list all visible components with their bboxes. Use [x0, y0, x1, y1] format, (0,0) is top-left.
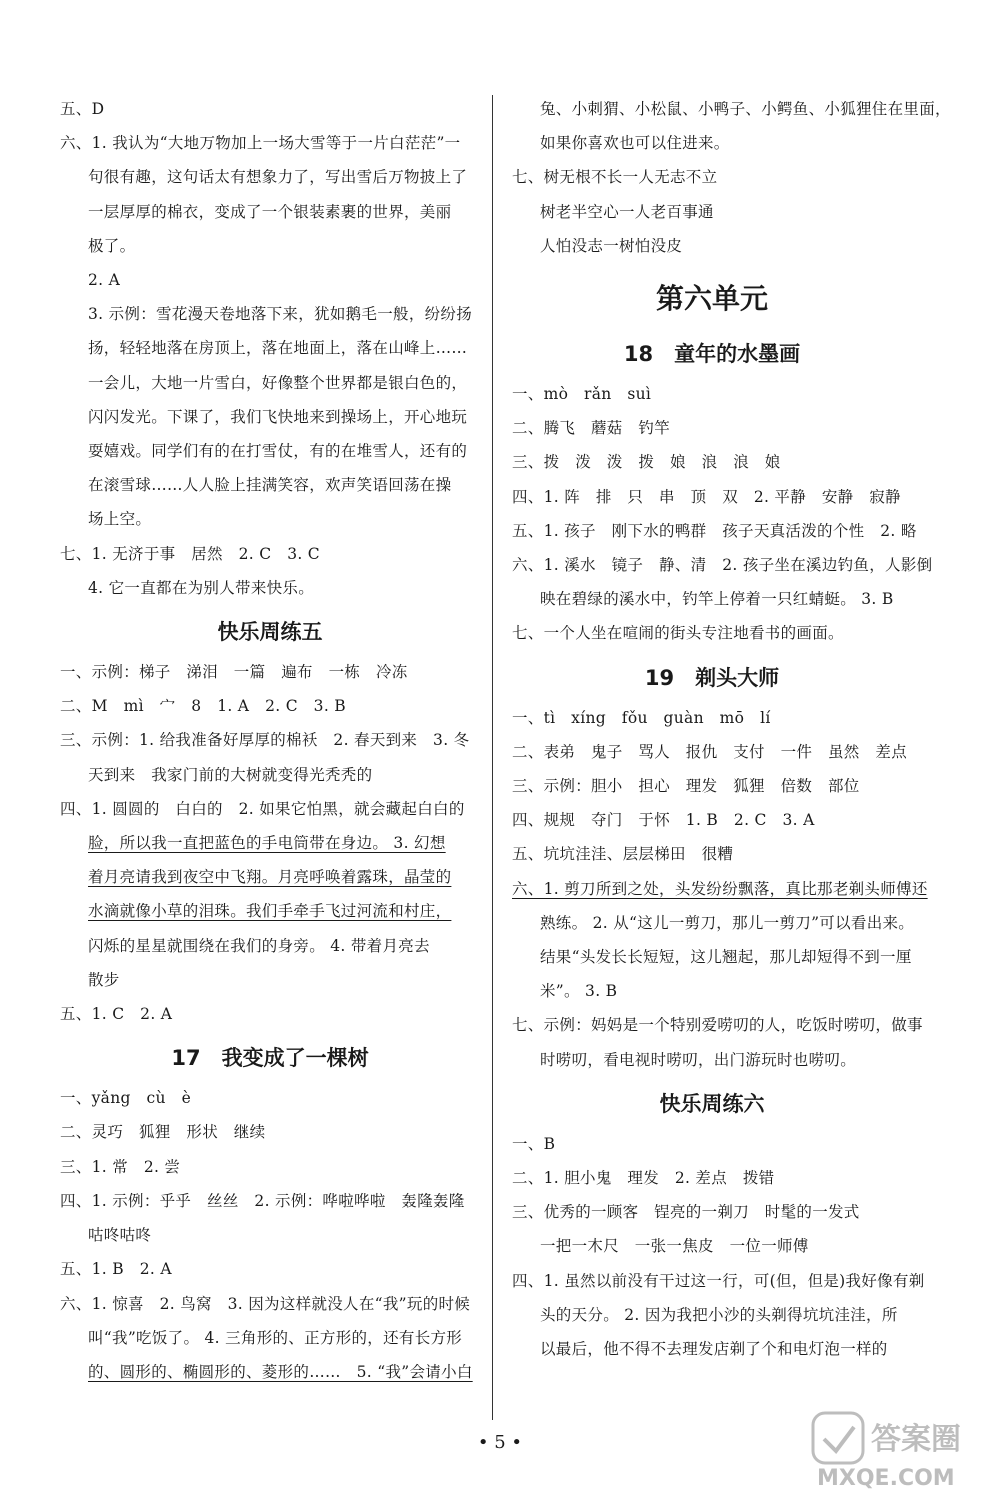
answer-line: 脸，所以我一直把蓝色的手电筒带在身边。 3. 幻想 [88, 834, 446, 853]
answer-line: 熟练。 2. 从“这儿一剪刀，那儿一剪刀”可以看出来。 [540, 913, 915, 932]
answer-line: 兔、小刺猬、小松鼠、小鸭子、小鳄鱼、小狐狸住在里面， [540, 100, 951, 118]
answer-line: 在滚雪球……人人脸上挂满笑容，欢声笑语回荡在操 [88, 476, 452, 495]
answer-line: 二、灵巧 狐狸 形状 继续 [60, 1123, 266, 1142]
answer-line: 三、示例：胆小 担心 理发 狐狸 倍数 部位 [512, 777, 860, 796]
answer-line: 一、tì xíng fǒu guàn mō lí [512, 708, 771, 727]
answer-line: 人怕没志一树怕没皮 [540, 236, 683, 255]
answer-line: 时唠叨，看电视时唠叨，出门游玩时也唠叨。 [540, 1050, 857, 1069]
section-heading: 19 剃头大师 [644, 665, 780, 690]
answer-line: 极了。 [88, 236, 136, 255]
answer-line: 的、圆形的、椭圆形的、菱形的…… 5. “我”会请小白 [88, 1362, 473, 1381]
answer-line: 三、1. 常 2. 尝 [60, 1157, 181, 1176]
watermark-logo [809, 1409, 984, 1491]
answer-line: 着月亮请我到夜空中飞翔。月亮呼唤着露珠，晶莹的 [88, 868, 452, 887]
answer-line: 一、mò rǎn suì [512, 385, 652, 404]
answer-line: 一把一木尺 一张一焦皮 一位一师傅 [540, 1237, 809, 1256]
answer-line: 六、1. 剪刀所到之处，头发纷纷飘落，真比那老剃头师傅还 [512, 879, 928, 898]
answer-line: 四、1. 圆圆的 白白的 2. 如果它怕黑，就会藏起白白的 [60, 799, 465, 818]
left-column [60, 92, 480, 1389]
answer-line: 闪闪发光。下课了，我们飞快地来到操场上，开心地玩 [88, 407, 468, 426]
answer-line: 七、示例：妈妈是一个特别爱唠叨的人，吃饭时唠叨，做事 [512, 1016, 923, 1035]
watermark-url: MXQE.COM [817, 1466, 955, 1491]
watermark-title: 答案圈 [871, 1422, 961, 1457]
answer-line: 散步 [88, 970, 120, 989]
answer-line: 映在碧绿的溪水中，钓竿上停着一只红蜻蜓。 3. B [540, 590, 894, 609]
answer-line: 闪烁的星星就围绕在我们的身旁。 4. 带着月亮去 [88, 936, 430, 955]
answer-line: 三、优秀的一顾客 锃亮的一剃刀 时髦的一发式 [512, 1203, 860, 1222]
answer-line: 4. 它一直都在为别人带来快乐。 [88, 578, 315, 597]
answer-line: 四、规规 夺门 于怀 1. B 2. C 3. A [512, 811, 815, 830]
answer-line: 咕咚咕咚 [88, 1226, 152, 1245]
answer-line: 树老半空心一人老百事通 [540, 202, 714, 221]
right-column [512, 92, 951, 1366]
answer-line: 扬，轻轻地落在房顶上，落在地面上，落在山峰上…… [88, 339, 468, 358]
answer-line: 一会儿，大地一片雪白，好像整个世界都是银白色的， [88, 373, 468, 392]
column-divider [492, 95, 493, 1420]
answer-line: 叫“我”吃饭了。 4. 三角形的、正方形的，还有长方形 [88, 1328, 463, 1347]
answer-line: 二、M mì 宀 8 1. A 2. C 3. B [60, 697, 346, 716]
unit-heading: 第六单元 [655, 282, 768, 316]
answer-line: 四、1. 阵 排 只 串 顶 双 2. 平静 安静 寂静 [512, 487, 901, 506]
answer-line: 场上空。 [88, 510, 152, 529]
answer-line: 结果“头发长长短短，这儿翘起，那儿却短得不到一厘 [540, 948, 912, 967]
answer-line: 七、1. 无济于事 居然 2. C 3. C [60, 544, 320, 563]
answer-line: 3. 示例：雪花漫天卷地落下来，犹如鹅毛一般，纷纷扬 [88, 305, 473, 324]
answer-line: 天到来 我家门前的大树就变得光秃秃的 [88, 765, 373, 784]
answer-line: 五、1. B 2. A [60, 1260, 172, 1279]
answer-line: 五、1. 孩子 刚下水的鸭群 孩子天真活泼的个性 2. 略 [512, 521, 917, 540]
answer-line: 四、1. 示例：乎乎 丝丝 2. 示例：哗啦哗啦 轰隆轰隆 [60, 1191, 465, 1210]
section-heading: 快乐周练五 [217, 620, 323, 645]
answer-line: 头的天分。 2. 因为我把小沙的头剃得坑坑洼洼，所 [540, 1305, 898, 1324]
answer-line: 七、树无根不长一人无志不立 [512, 168, 718, 187]
answer-line: 七、一个人坐在喧闹的街头专注地看书的画面。 [512, 624, 844, 643]
answer-line: 句很有趣，这句话太有想象力了，写出雪后万物披上了 [88, 168, 468, 187]
answer-line: 耍嬉戏。同学们有的在打雪仗，有的在堆雪人，还有的 [88, 442, 468, 461]
answer-line: 四、1. 虽然以前没有干过这一行，可(但，但是)我好像有剃 [512, 1271, 925, 1290]
answer-line: 六、1. 惊喜 2. 鸟窝 3. 因为这样就没人在“我”玩的时候 [60, 1294, 471, 1313]
answer-line: 五、1. C 2. A [60, 1005, 173, 1024]
section-heading: 18 童年的水墨画 [623, 342, 801, 367]
answer-line: 一、示例：梯子 涕泪 一篇 遍布 一栋 冷冻 [60, 663, 408, 682]
answer-line: 六、1. 我认为“大地万物加上一场大雪等于一片白茫茫”一 [60, 134, 461, 153]
answer-line: 三、示例：1. 给我准备好厚厚的棉袄 2. 春天到来 3. 冬 [60, 731, 470, 750]
answer-line: 以最后，他不得不去理发店剃了个和电灯泡一样的 [540, 1340, 888, 1359]
answer-line: 如果你喜欢也可以住进来。 [540, 134, 730, 153]
section-heading: 17 我变成了一棵树 [171, 1046, 369, 1071]
answer-line: 2. A [88, 271, 121, 290]
answer-line: 二、1. 胆小鬼 理发 2. 差点 拨错 [512, 1169, 775, 1188]
section-heading: 快乐周练六 [659, 1091, 765, 1116]
answer-line: 二、腾飞 蘑菇 钓竿 [512, 419, 671, 438]
answer-line: 六、1. 溪水 镜子 静、清 2. 孩子坐在溪边钓鱼，人影倒 [512, 556, 933, 575]
answer-line: 一、yǎng cù è [60, 1089, 192, 1108]
answer-line: 三、拨 泼 泼 拨 娘 浪 浪 娘 [512, 453, 781, 472]
page-number: • 5 • [477, 1432, 523, 1453]
watermark-icon [813, 1413, 863, 1463]
answer-line: 一、B [512, 1134, 556, 1153]
answer-line: 五、D [60, 100, 105, 118]
answer-line: 水滴就像小草的泪珠。我们手牵手飞过河流和村庄， [88, 902, 452, 921]
answer-line: 一层厚厚的棉衣，变成了一个银装素裹的世界，美丽 [88, 202, 452, 221]
answer-line: 二、表弟 鬼子 骂人 报仇 支付 一件 虽然 差点 [512, 742, 908, 761]
answer-line: 五、坑坑洼洼、层层梯田 很糟 [512, 845, 734, 864]
answer-line: 米”。 3. B [540, 982, 618, 1001]
